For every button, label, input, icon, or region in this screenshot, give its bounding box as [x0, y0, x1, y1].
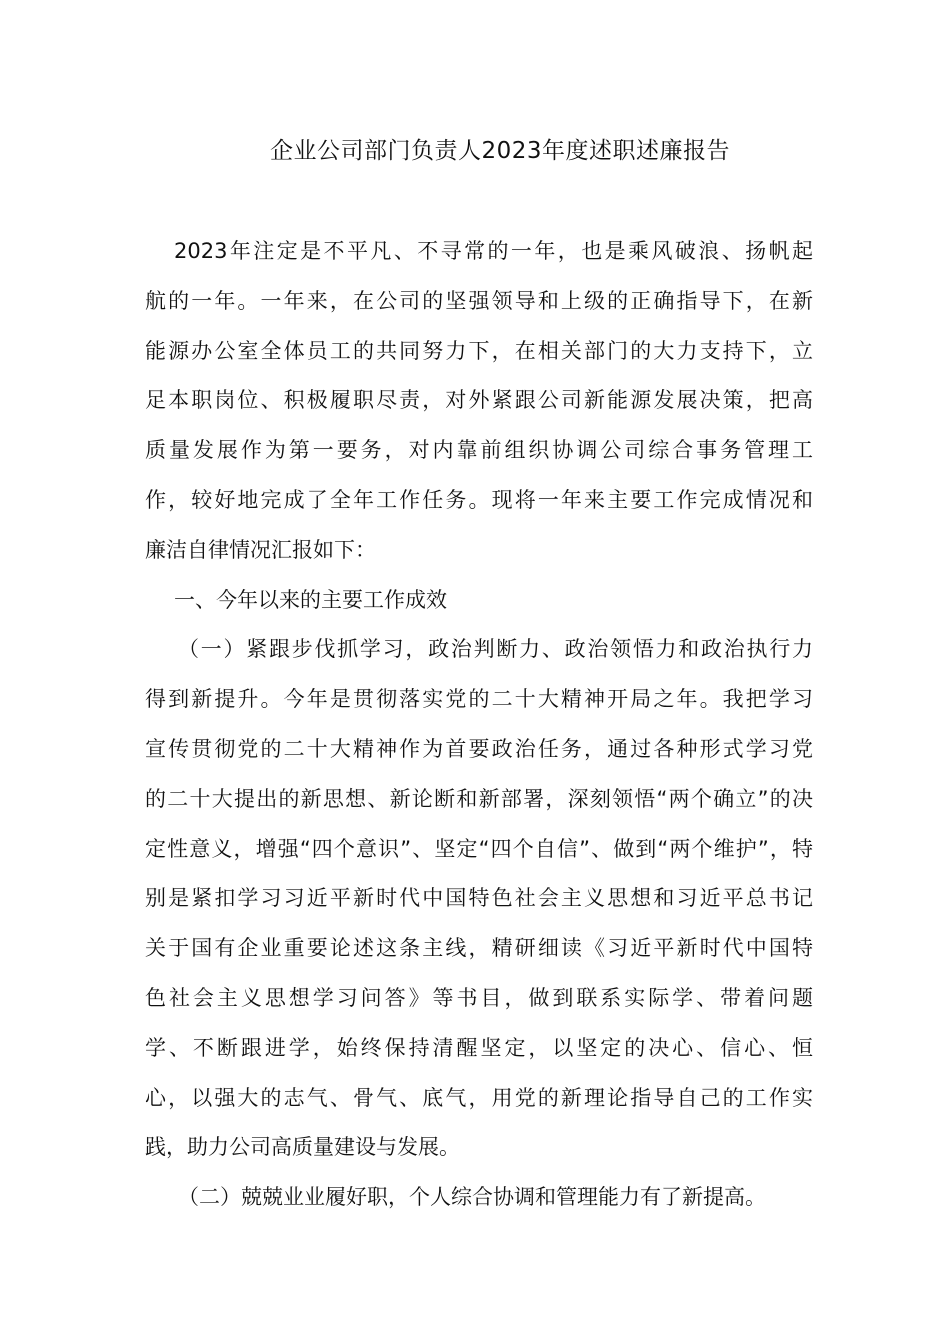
paragraph-line: 得到新提升。今年是贯彻落实党的二十大精神开局之年。我把学习 — [145, 687, 813, 712]
paragraph-line: 关于国有企业重要论述这条主线，精研细读《习近平新时代中国特 — [145, 936, 813, 961]
document-title: 企业公司部门负责人2023年度述职述廉报告 — [269, 138, 731, 164]
paragraph-line: 2023年注定是不平凡、不寻常的一年，也是乘风破浪、扬帆起 — [174, 239, 813, 263]
paragraph-line: 色社会主义思想学习问答》等书目，做到联系实际学、带着问题 — [145, 985, 813, 1010]
document-body — [145, 227, 813, 1223]
paragraph-line: （一）紧跟步伐抓学习，政治判断力、政治领悟力和政治执行力 — [178, 637, 813, 662]
paragraph-line: 质量发展作为第一要务，对内靠前组织协调公司综合事务管理工 — [145, 438, 813, 463]
paragraph-line: （二）兢兢业业履好职，个人综合协调和管理能力有了新提高。 — [178, 1185, 766, 1210]
paragraph-line: 航的一年。一年来，在公司的坚强领导和上级的正确指导下，在新 — [145, 288, 813, 313]
section-heading: 一、今年以来的主要工作成效 — [174, 587, 447, 612]
paragraph-line: 心，以强大的志气、骨气、底气，用党的新理论指导自己的工作实 — [145, 1085, 813, 1110]
paragraph-line: 别是紧扣学习习近平新时代中国特色社会主义思想和习近平总书记 — [145, 886, 813, 911]
paragraph-line: 践，助力公司高质量建设与发展。 — [145, 1135, 460, 1160]
paragraph-line: 作，较好地完成了全年工作任务。现将一年来主要工作完成情况和 — [145, 487, 813, 512]
paragraph-line: 的二十大提出的新思想、新论断和新部署，深刻领悟“两个确立”的决 — [145, 786, 813, 811]
paragraph-line: 定性意义，增强“四个意识”、坚定“四个自信”、做到“两个维护”，特 — [145, 836, 813, 861]
paragraph-line: 廉洁自律情况汇报如下： — [145, 537, 376, 562]
paragraph-line: 能源办公室全体员工的共同努力下，在相关部门的大力支持下，立 — [145, 338, 813, 363]
paragraph-line: 足本职岗位、积极履职尽责，对外紧跟公司新能源发展决策，把高 — [145, 388, 813, 413]
paragraph-line: 学、不断跟进学，始终保持清醒坚定，以坚定的决心、信心、恒 — [145, 1035, 813, 1060]
paragraph-line: 宣传贯彻党的二十大精神作为首要政治任务，通过各种形式学习党 — [145, 736, 813, 761]
